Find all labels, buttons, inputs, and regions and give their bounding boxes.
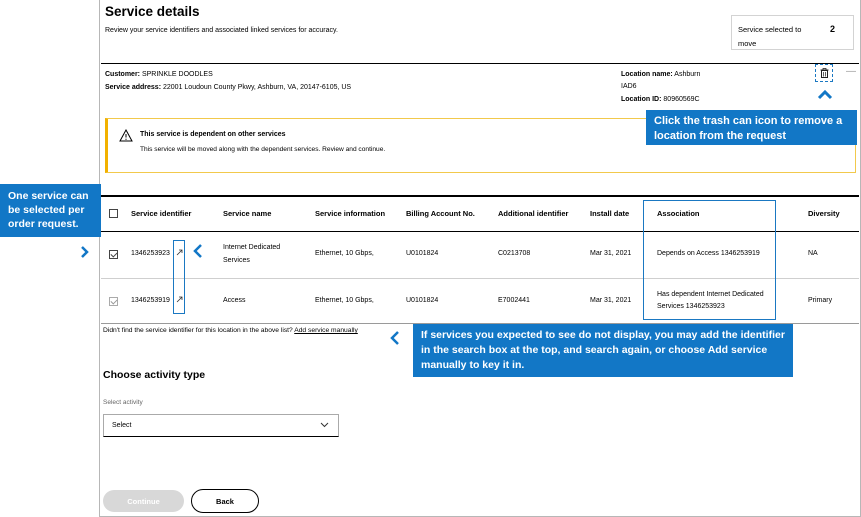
service-identifier: 1346253923	[131, 250, 170, 257]
not-found-line	[103, 327, 358, 334]
customer-line	[105, 71, 213, 78]
diversity: Primary	[808, 297, 833, 304]
location-code: IAD6	[621, 83, 637, 90]
back-button[interactable]: Back	[191, 489, 259, 513]
additional-identifier: E7002441	[498, 297, 530, 304]
chevron-up-icon	[817, 89, 833, 100]
header-service-identifier[interactable]: Service identifier	[131, 209, 192, 218]
service-information: Ethernet, 10 Gbps,	[315, 250, 374, 257]
selection-summary	[731, 15, 854, 50]
selection-count: 2	[829, 24, 835, 34]
customer-label: Customer:	[105, 71, 141, 78]
select-all-checkbox[interactable]	[109, 209, 118, 218]
chevron-down-icon	[320, 422, 329, 428]
association: Depends on Access 1346253919	[657, 250, 760, 257]
row-checkbox[interactable]	[109, 297, 118, 306]
service-information: Ethernet, 10 Gbps,	[315, 297, 374, 304]
callout-one-service: One service can be selected per order request.	[0, 184, 101, 237]
header-diversity[interactable]: Diversity	[808, 209, 840, 218]
activity-caption: Select activity	[103, 399, 143, 406]
callout-bottom-text: If services you expected to see do not display, you may add the identifier in the search box at the top, and search again, or choose	[421, 329, 785, 356]
header-billing-account[interactable]: Billing Account No.	[406, 209, 475, 218]
location-id-label: Location ID:	[621, 96, 662, 103]
location-name-line	[621, 71, 700, 78]
header-service-name[interactable]: Service name	[223, 209, 272, 218]
activity-select[interactable]	[103, 414, 339, 437]
chevron-left-icon	[389, 330, 401, 346]
service-name: Access	[223, 297, 246, 304]
address-label: Service address:	[105, 84, 162, 91]
collapse-icon[interactable]: —	[846, 66, 856, 77]
diversity: NA	[808, 250, 818, 257]
link-highlight	[173, 240, 185, 314]
service-identifier: 1346253919	[131, 297, 170, 304]
page-title: Service details	[105, 4, 200, 19]
address-line	[105, 84, 351, 91]
billing-account: U0101824	[406, 250, 439, 257]
add-service-manually-link[interactable]: Add service manually	[294, 327, 358, 334]
chevron-right-icon	[80, 245, 90, 259]
service-name-line1: Internet Dedicated	[223, 244, 281, 251]
billing-account: U0101824	[406, 297, 439, 304]
header-install-date[interactable]: Install date	[590, 209, 630, 218]
warning-body: This service will be moved along with the dependent services. Review and continue.	[140, 146, 386, 153]
header-additional-identifier[interactable]: Additional identifier	[498, 209, 569, 218]
warning-icon	[119, 129, 133, 142]
service-name-line2: Services	[223, 257, 250, 264]
continue-button[interactable]: Continue	[103, 490, 184, 512]
not-found-text: Didn't find the service identifier for this location in the above list?	[103, 327, 293, 334]
selection-label: Service selected to move	[738, 25, 802, 48]
additional-identifier: C0213708	[498, 250, 531, 257]
callout-bottom-bold: Add service manually	[421, 344, 768, 371]
customer-value: SPRINKLE DOODLES	[141, 71, 213, 78]
row-checkbox[interactable]	[109, 250, 118, 259]
header-association[interactable]: Association	[657, 209, 700, 218]
warning-title: This service is dependent on other services	[140, 131, 286, 138]
location-name-value: Ashburn	[674, 71, 701, 78]
trash-button[interactable]	[815, 64, 833, 82]
header-service-information[interactable]: Service information	[315, 209, 386, 218]
chevron-left-icon	[192, 243, 204, 259]
location-name-label: Location name:	[621, 71, 673, 78]
association-line1: Has dependent Internet Dedicated	[657, 291, 764, 298]
install-date: Mar 31, 2021	[590, 297, 632, 304]
callout-trash: Click the trash can icon to remove a location from the request	[646, 110, 857, 145]
page-subtitle: Review your service identifiers and associated linked services for accuracy.	[105, 27, 338, 34]
activity-select-value: Select	[112, 422, 132, 429]
association-highlight	[643, 200, 776, 320]
divider	[101, 63, 859, 64]
location-id-value: 80960569C	[663, 96, 700, 103]
address-value: 22001 Loudoun County Pkwy, Ashburn, VA, 20147-6105, US	[163, 84, 352, 91]
association-line2: Services 1346253923	[657, 303, 725, 310]
callout-bottom-end: to key it in.	[469, 359, 525, 371]
table-top-rule	[101, 195, 859, 197]
install-date: Mar 31, 2021	[590, 250, 632, 257]
location-id-line	[621, 96, 700, 103]
activity-title: Choose activity type	[103, 369, 206, 381]
trash-icon	[820, 68, 829, 78]
callout-add-manually	[413, 324, 793, 377]
